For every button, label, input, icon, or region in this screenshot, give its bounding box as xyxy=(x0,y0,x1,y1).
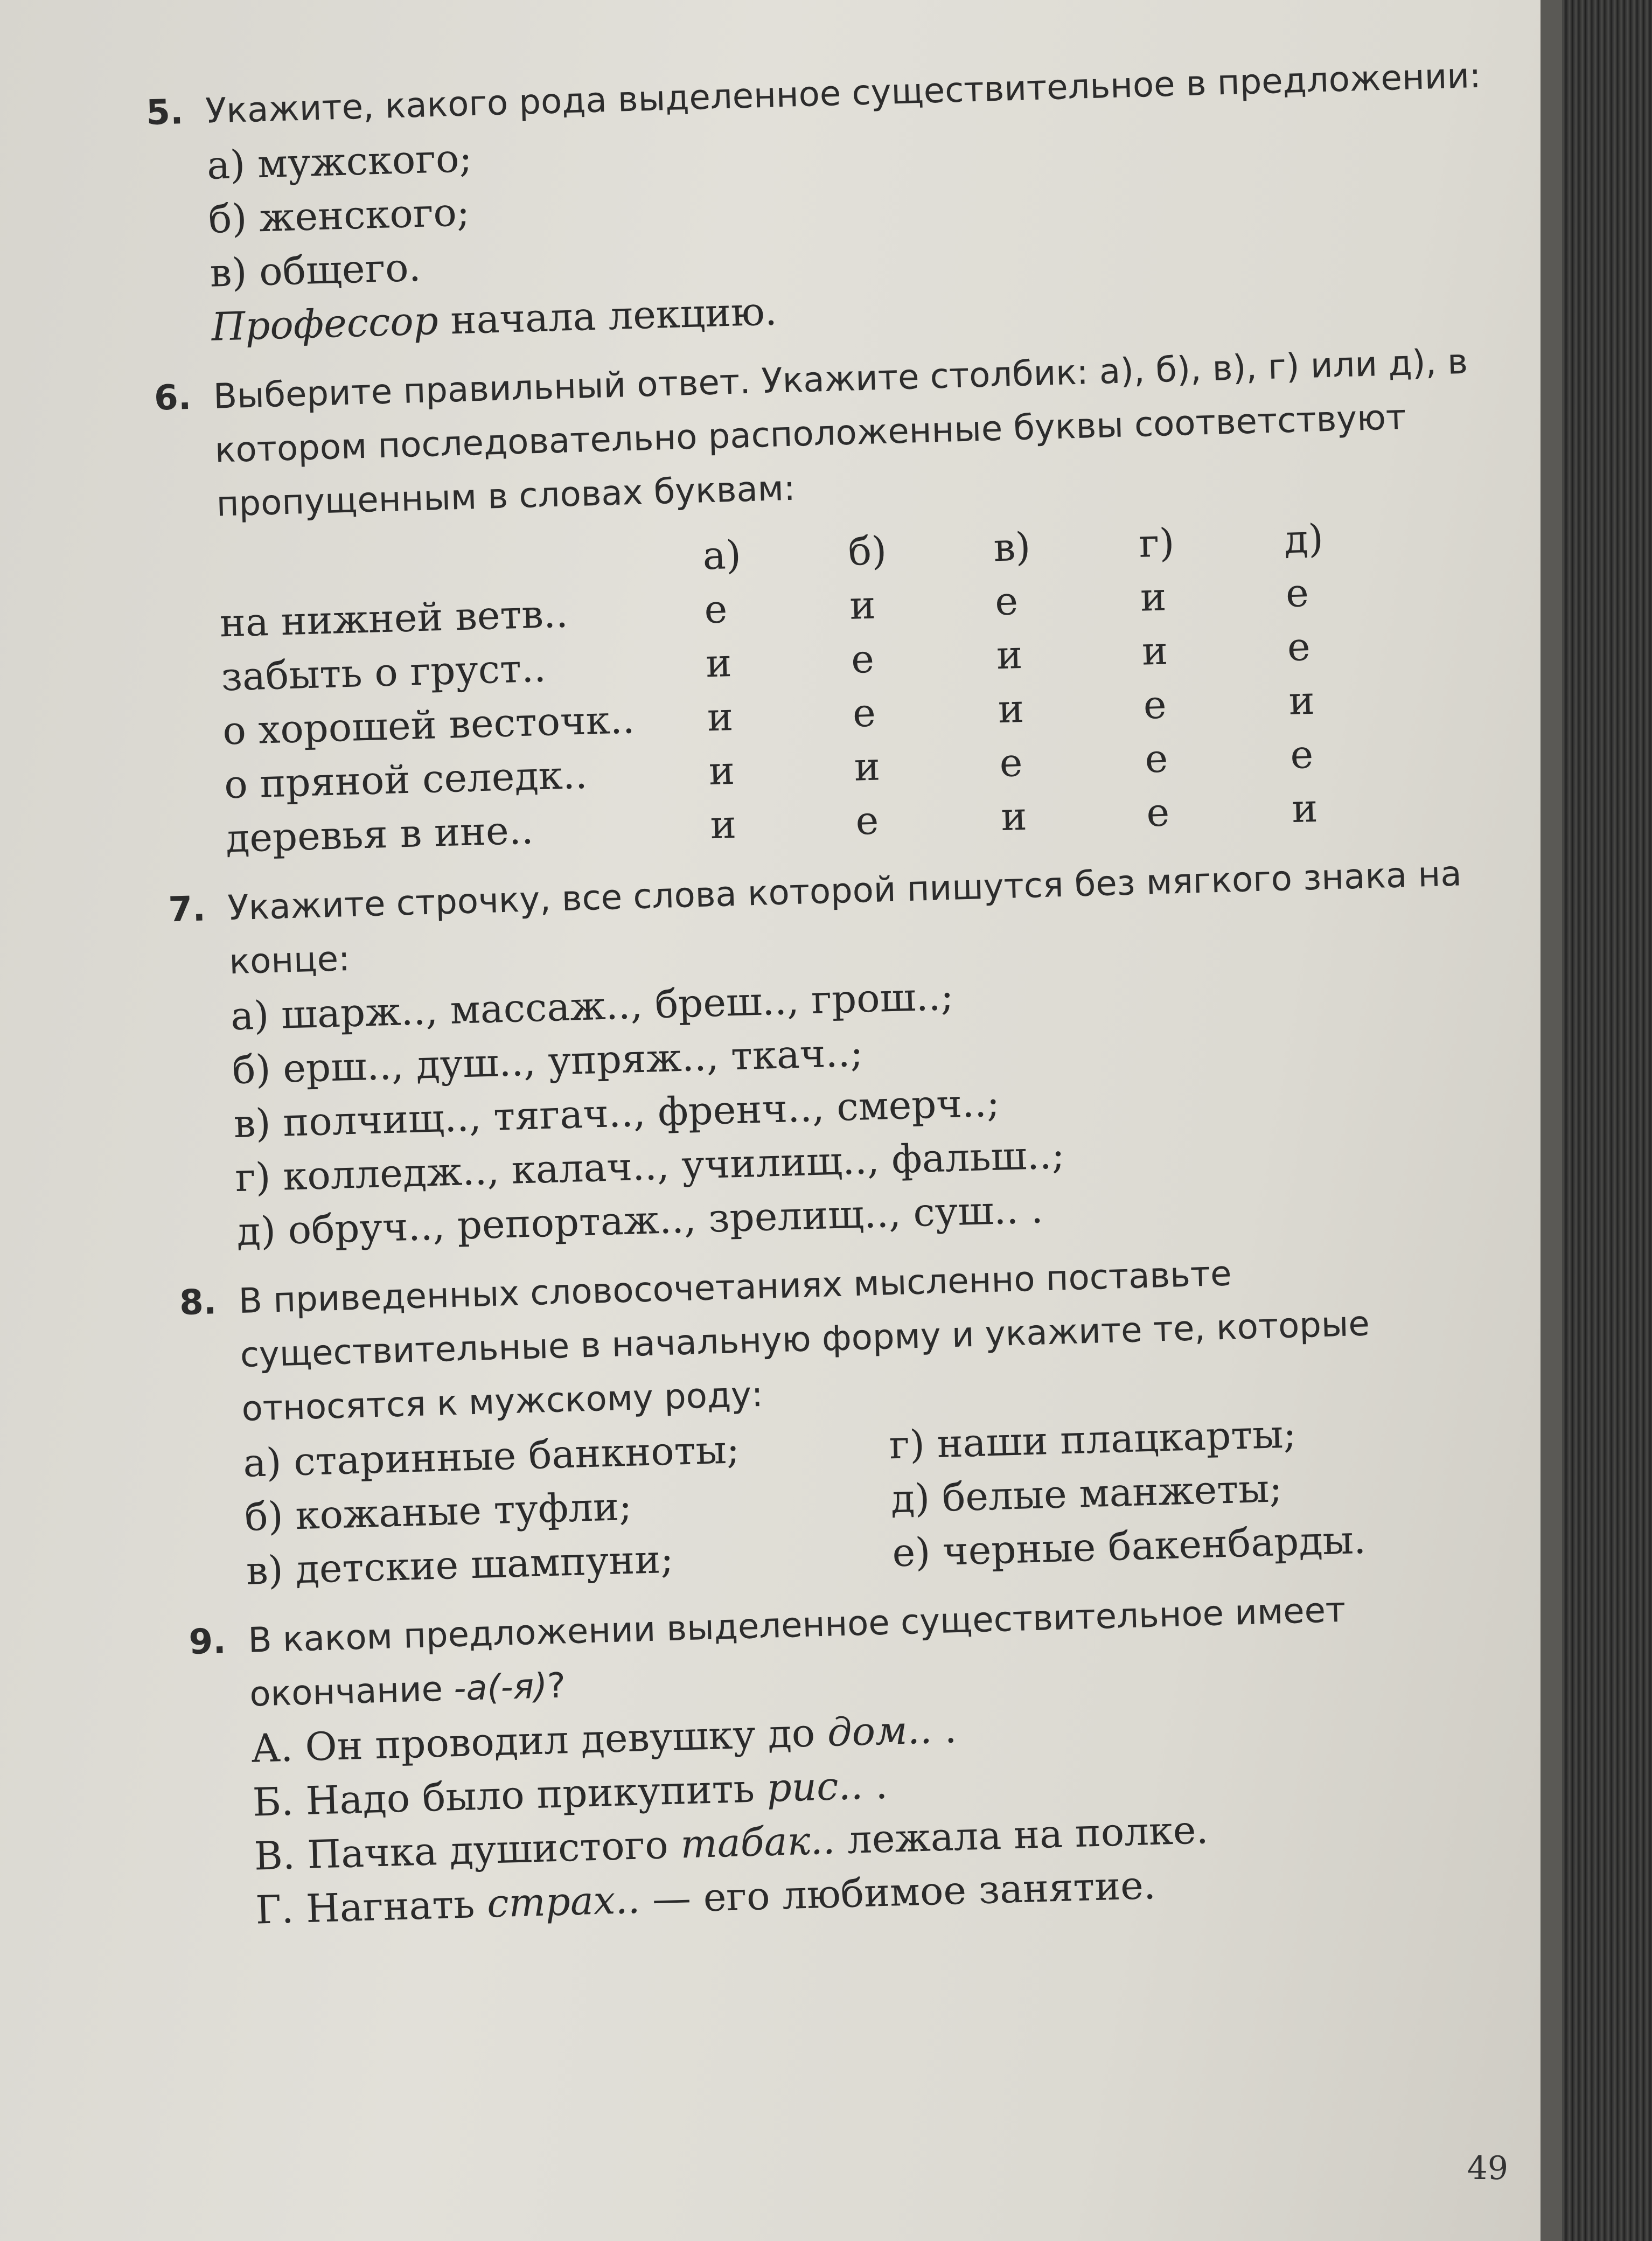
highlighted-word: табак.. xyxy=(680,1817,836,1867)
page-content xyxy=(145,48,1541,1955)
option: б) ерш.., душ.., упряж.., ткач..; xyxy=(231,1029,864,1093)
highlighted-word: Профессор xyxy=(211,298,439,350)
option: е) черные бакенбарды. xyxy=(891,1516,1367,1576)
table-cell: е xyxy=(1285,570,1309,616)
option: в) полчищ.., тягач.., френч.., смерч..; xyxy=(233,1080,1001,1147)
question-8-text: 8. В приведенных словосочетаниях мысленно поставьте существительные в начальную форму и укажите те, которые относятся к мужскому роду: xyxy=(179,1254,1370,1429)
book-edge xyxy=(1541,0,1652,2241)
table-cell: и xyxy=(997,685,1025,732)
option: в) общего. xyxy=(209,244,422,296)
table-cell: и xyxy=(1291,785,1319,832)
table-cell: и xyxy=(1140,574,1167,620)
option: А. Он проводил девушку до дом.. . xyxy=(250,1706,958,1771)
table-cell: и xyxy=(709,801,737,848)
option: В. Пачка душистого табак.. лежала на полке. xyxy=(253,1807,1209,1879)
option: б) женского; xyxy=(207,189,471,242)
question-number: 8. xyxy=(179,1282,217,1324)
table-cell: е xyxy=(1142,681,1167,728)
question-5 xyxy=(145,48,1510,356)
answer-table xyxy=(218,506,1524,865)
table-cell: е xyxy=(703,586,728,632)
table-cell: е xyxy=(855,797,880,844)
option: а) старинные банкноты; xyxy=(242,1426,741,1486)
question-7-text: 7. Укажите строчку, все слова которой пишутся без мягкого знака на конце: xyxy=(168,854,1462,983)
table-cell: е xyxy=(851,636,875,682)
option: Б. Надо было прикупить рис.. . xyxy=(252,1762,889,1825)
question-number: 5. xyxy=(145,92,184,133)
table-cell: и xyxy=(1000,793,1028,840)
option: д) белые манжеты; xyxy=(890,1465,1283,1522)
question-6 xyxy=(154,333,1524,867)
table-cell: е xyxy=(1286,624,1311,670)
ending: -а(-я) xyxy=(453,1666,548,1709)
question-9-text: 9. В каком предложении выделенное существительное имеет окончание -а(-я)? xyxy=(188,1590,1347,1715)
question-8 xyxy=(179,1238,1541,1599)
option: д) обруч.., репортаж.., зрелищ.., суш.. . xyxy=(236,1186,1044,1255)
table-cell: е xyxy=(1144,735,1169,782)
option: г) колледж.., калач.., училищ.., фальш..; xyxy=(234,1132,1065,1201)
highlighted-word: рис.. xyxy=(766,1763,864,1811)
option: г) наши плацкарты; xyxy=(888,1411,1297,1468)
table-cell: и xyxy=(705,640,733,686)
row-phrase: о пряной селедк.. xyxy=(224,751,588,808)
table-cell: и xyxy=(995,631,1023,678)
table-cell: и xyxy=(853,743,881,790)
question-5-text: 5. Укажите, какого рода выделенное существительное в предложении: xyxy=(205,48,1504,138)
row-phrase: деревья в ине.. xyxy=(225,807,534,861)
option: в) детские шампуни; xyxy=(245,1536,674,1593)
highlighted-word: страх.. xyxy=(486,1876,641,1926)
column-header: б) xyxy=(847,527,888,574)
column-header: д) xyxy=(1284,516,1324,562)
row-phrase: забыть о груст.. xyxy=(220,645,547,700)
column-header: а) xyxy=(702,532,742,579)
option: а) шарж.., массаж.., бреш.., грош..; xyxy=(230,973,954,1039)
table-cell: е xyxy=(999,740,1023,786)
table-cell: е xyxy=(852,690,876,736)
question-7 xyxy=(168,845,1535,1260)
question-9 xyxy=(188,1578,1541,1939)
row-phrase: о хорошей весточк.. xyxy=(222,697,636,754)
table-cell: и xyxy=(1141,628,1169,674)
table-cell: и xyxy=(706,694,734,740)
option: Г. Нагнать страх.. — его любимое занятие. xyxy=(255,1862,1156,1933)
table-cell: и xyxy=(708,747,736,794)
page-number: 49 xyxy=(1467,2149,1508,2187)
question-number: 6. xyxy=(154,377,192,419)
highlighted-word: дом.. xyxy=(826,1707,933,1755)
table-cell: е xyxy=(1289,731,1314,778)
question-number: 7. xyxy=(168,889,206,930)
table-cell: и xyxy=(1288,677,1315,724)
table-cell: е xyxy=(1146,789,1170,836)
row-phrase: на нижней ветв.. xyxy=(219,590,569,646)
question-number: 9. xyxy=(188,1621,227,1662)
question-6-text: 6. Выберите правильный ответ. Укажите столбик: а), б), в), г) или д), в котором последовательно расположенные буквы соответствуют пропущенным в словах буквам: xyxy=(154,342,1468,525)
example-sentence: Профессор начала лекцию. xyxy=(211,288,778,350)
table-cell: и xyxy=(849,582,876,628)
option: б) кожаные туфли; xyxy=(244,1483,633,1540)
column-header: г) xyxy=(1138,520,1175,566)
option: а) мужского; xyxy=(206,135,473,188)
table-cell: е xyxy=(994,578,1019,624)
column-header: в) xyxy=(993,524,1031,570)
